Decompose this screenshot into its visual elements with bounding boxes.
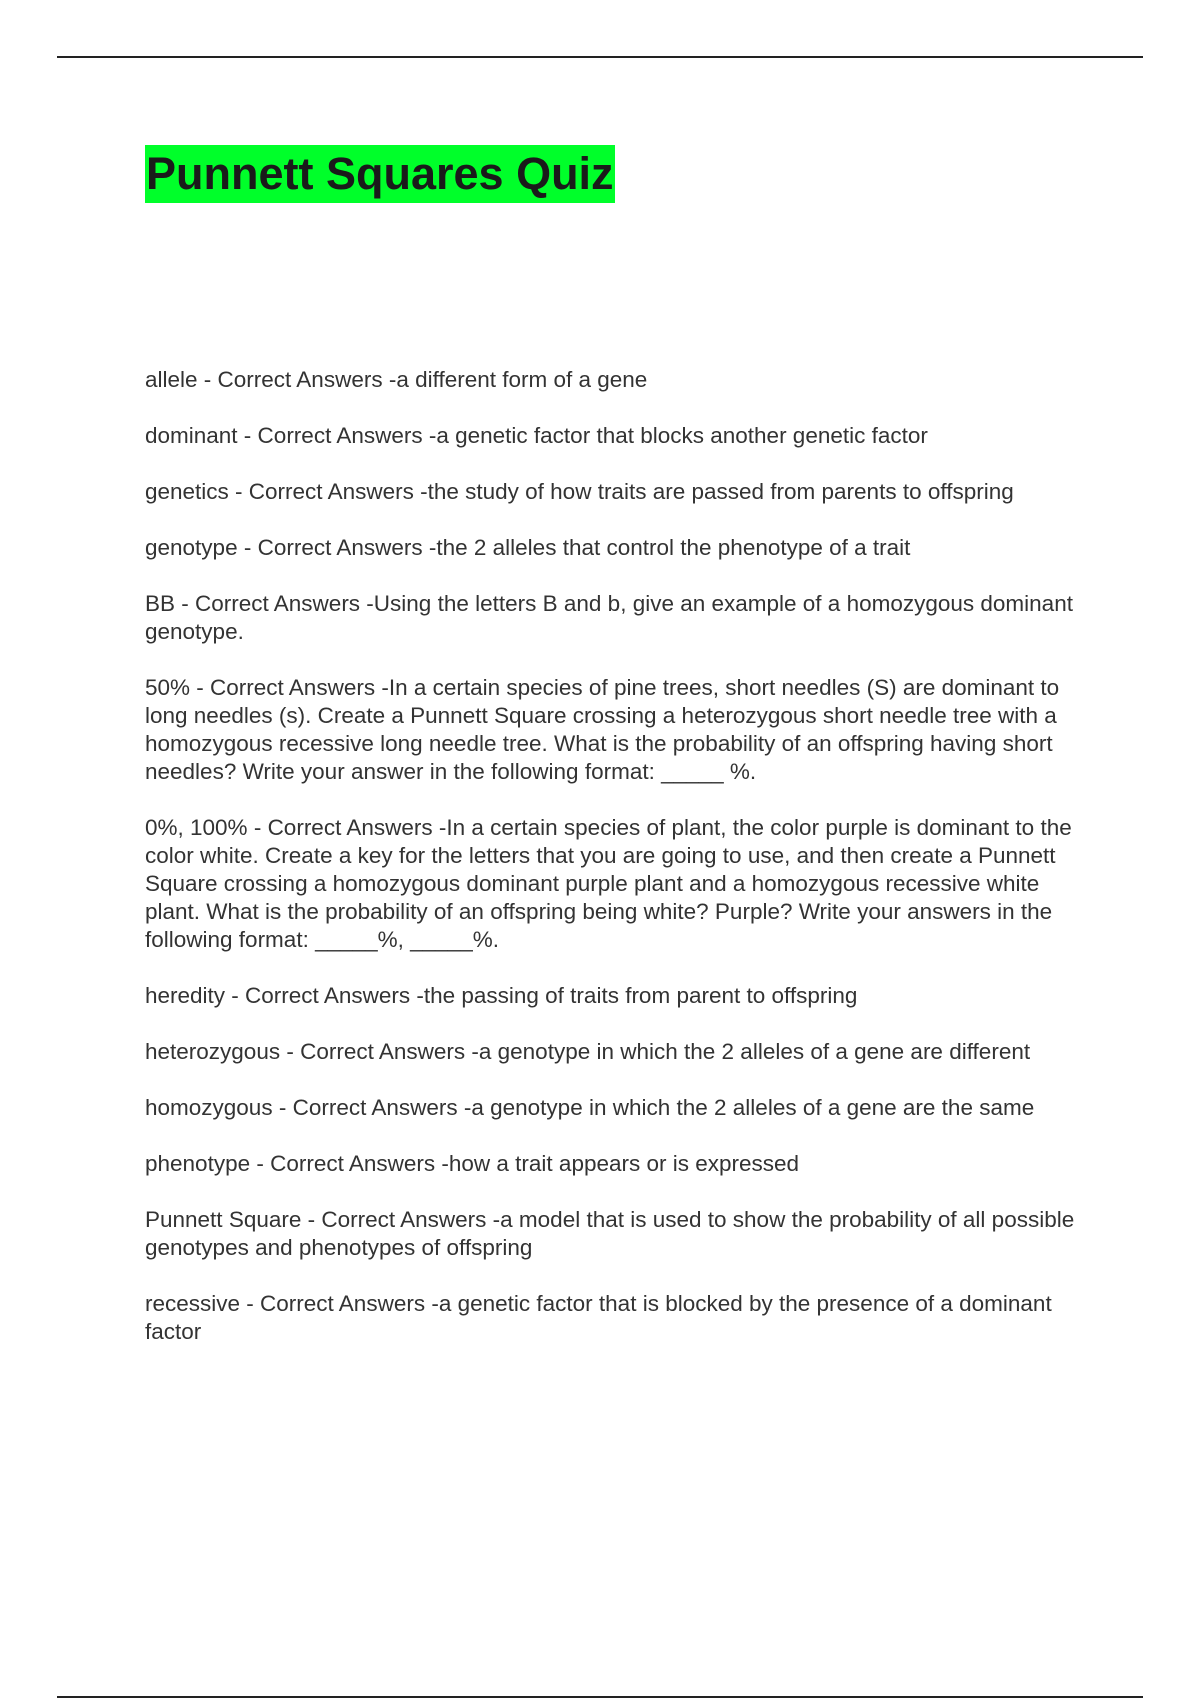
bottom-rule: [57, 1696, 1143, 1698]
qa-item-bb: BB - Correct Answers -Using the letters B and b, give an example of a homozygous dominant genotype.: [145, 591, 1073, 644]
qa-list: [145, 366, 1090, 1374]
top-rule: [57, 56, 1143, 58]
qa-item-heterozygous: heterozygous - Correct Answers -a genotype in which the 2 alleles of a gene are different: [145, 1039, 1031, 1064]
qa-item-phenotype: phenotype - Correct Answers -how a trait appears or is expressed: [145, 1151, 800, 1176]
qa-item-punnett-square: Punnett Square - Correct Answers -a model that is used to show the probability of all possible genotypes and phenotypes of offspring: [145, 1207, 1075, 1260]
qa-item-50-percent: 50% - Correct Answers -In a certain species of pine trees, short needles (S) are dominant to long needles (s). Create a Punnett Square crossing a heterozygous short needle tree with a homozygous recessive long needle tree. What is the probability of an offspring having short needles? Write your answer in the following format: _____ %.: [145, 675, 1060, 784]
qa-item-homozygous: homozygous - Correct Answers -a genotype in which the 2 alleles of a gene are the same: [145, 1095, 1035, 1120]
title-block: [145, 145, 615, 203]
qa-item-genetics: genetics - Correct Answers -the study of how traits are passed from parents to offspring: [145, 479, 1014, 504]
qa-item-dominant: dominant - Correct Answers -a genetic factor that blocks another genetic factor: [145, 423, 928, 448]
qa-item-heredity: heredity - Correct Answers -the passing of traits from parent to offspring: [145, 983, 858, 1008]
qa-item-genotype: genotype - Correct Answers -the 2 alleles that control the phenotype of a trait: [145, 535, 911, 560]
qa-item-allele: allele - Correct Answers -a different form of a gene: [145, 367, 648, 392]
qa-item-0-100-percent: 0%, 100% - Correct Answers -In a certain species of plant, the color purple is dominant to the color white. Create a key for the letters that you are going to use, and then create a Punnett Square crossing a homozygous dominant purple plant and a homozygous recessive white plant. What is the probability of an offspring being white? Purple? Write your answers in the following format: _____%, _____%.: [145, 815, 1072, 952]
document-title: Punnett Squares Quiz: [145, 145, 615, 203]
qa-item-recessive: recessive - Correct Answers -a genetic factor that is blocked by the presence of a dominant factor: [145, 1291, 1052, 1344]
